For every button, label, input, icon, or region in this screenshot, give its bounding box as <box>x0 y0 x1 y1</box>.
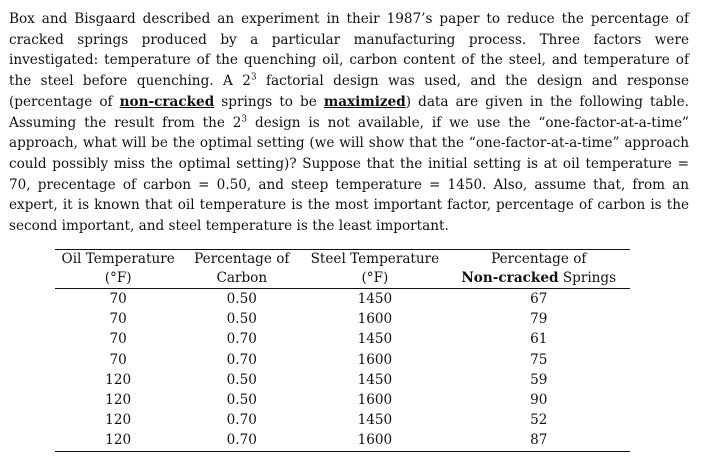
cell-oil-temp: 120 <box>105 412 132 429</box>
cell-steel-temp: 1450 <box>357 412 393 429</box>
cell-oil-temp: 120 <box>105 371 132 388</box>
cell-carbon: 0.50 <box>226 291 257 307</box>
cell-carbon: 0.70 <box>226 331 257 348</box>
header-carbon: Percentage of <box>181 250 302 270</box>
cell-response: 90 <box>530 392 548 409</box>
table-row <box>55 329 630 349</box>
cell-response: 52 <box>530 412 548 429</box>
table-body <box>55 289 630 452</box>
table-row <box>55 370 630 390</box>
cell-steel-temp: 1450 <box>357 291 393 307</box>
cell-response: 79 <box>530 311 548 328</box>
bold-non-cracked: non-cracked <box>119 93 215 110</box>
para-text-3: springs to be <box>214 93 324 110</box>
cell-oil-temp: 70 <box>109 331 127 348</box>
cell-oil-temp: 70 <box>109 291 127 307</box>
cell-response: 67 <box>530 291 548 307</box>
data-table <box>55 249 630 452</box>
table-row <box>55 289 630 310</box>
cell-carbon: 0.70 <box>181 430 302 451</box>
cell-response: 59 <box>530 371 548 388</box>
cell-steel-temp: 1600 <box>357 392 393 409</box>
header-non-cracked: Non-cracked <box>461 270 559 286</box>
cell-carbon: 0.50 <box>226 392 257 409</box>
header-oil-temp: Oil Temperature <box>55 250 181 270</box>
para-text-4: ) data are given in the following table. Assuming the result from the 2 <box>9 93 689 131</box>
cell-oil-temp: 70 <box>109 351 127 368</box>
cell-steel-temp: 1600 <box>302 430 447 451</box>
cell-oil-temp: 70 <box>109 311 127 328</box>
table-row <box>55 350 630 370</box>
table-row <box>55 410 630 430</box>
table-row <box>55 390 630 410</box>
header-carbon-line2: Carbon <box>181 269 302 289</box>
cell-response: 61 <box>530 331 548 348</box>
superscript-3: 3 <box>250 72 257 83</box>
cell-steel-temp: 1600 <box>357 311 393 328</box>
cell-carbon: 0.50 <box>226 371 257 388</box>
para-text-2: factorial design was used, and the design and response (percentage of <box>9 73 690 110</box>
header-steel-temp: Steel Temperature <box>302 250 447 270</box>
table-row <box>55 309 630 329</box>
cell-carbon: 0.50 <box>226 311 257 328</box>
para-text-1: Box and Bisgaard described an experiment in their 1987’s paper to reduce the percentage of cracked springs produced by a particular manufacturing process. Three factors were investigated: temperature of the quenching oil, carbon content of the steel, and temperature of the steel before quenching. A 2 <box>9 11 689 90</box>
cell-oil-temp: 120 <box>105 392 132 409</box>
cell-carbon: 0.70 <box>226 412 257 429</box>
cell-carbon: 0.70 <box>226 351 257 368</box>
header-steel-unit: (°F) <box>302 269 447 289</box>
superscript-3: 3 <box>241 113 248 124</box>
problem-paragraph <box>9 9 689 237</box>
bold-maximized: maximized <box>323 93 406 110</box>
cell-steel-temp: 1450 <box>357 331 393 348</box>
header-response-line2 <box>448 269 630 289</box>
cell-steel-temp: 1600 <box>357 351 393 368</box>
cell-oil-temp: 120 <box>55 430 181 451</box>
table-row <box>55 430 630 451</box>
header-springs: Springs <box>558 270 617 286</box>
header-oil-unit: (°F) <box>55 269 181 289</box>
header-response: Percentage of <box>448 250 630 270</box>
para-text-5: design is not available, if we use the “one-factor-at-a-time” approach, what will be the optimal setting (we will show that the “one-factor-at-a-time” approach could possibly miss the optimal setting)? Suppose that the initial setting is at oil temperature = 70, precentage of carbon = 0.50, and steep temperature = 1450. Also, assume that, from an expert, it is known that oil temperature is the most important factor, percentage of carbon is the second important, and steel temperature is the least important. <box>9 114 689 235</box>
cell-steel-temp: 1450 <box>357 371 393 388</box>
cell-response: 75 <box>530 351 548 368</box>
cell-response: 87 <box>448 430 630 451</box>
